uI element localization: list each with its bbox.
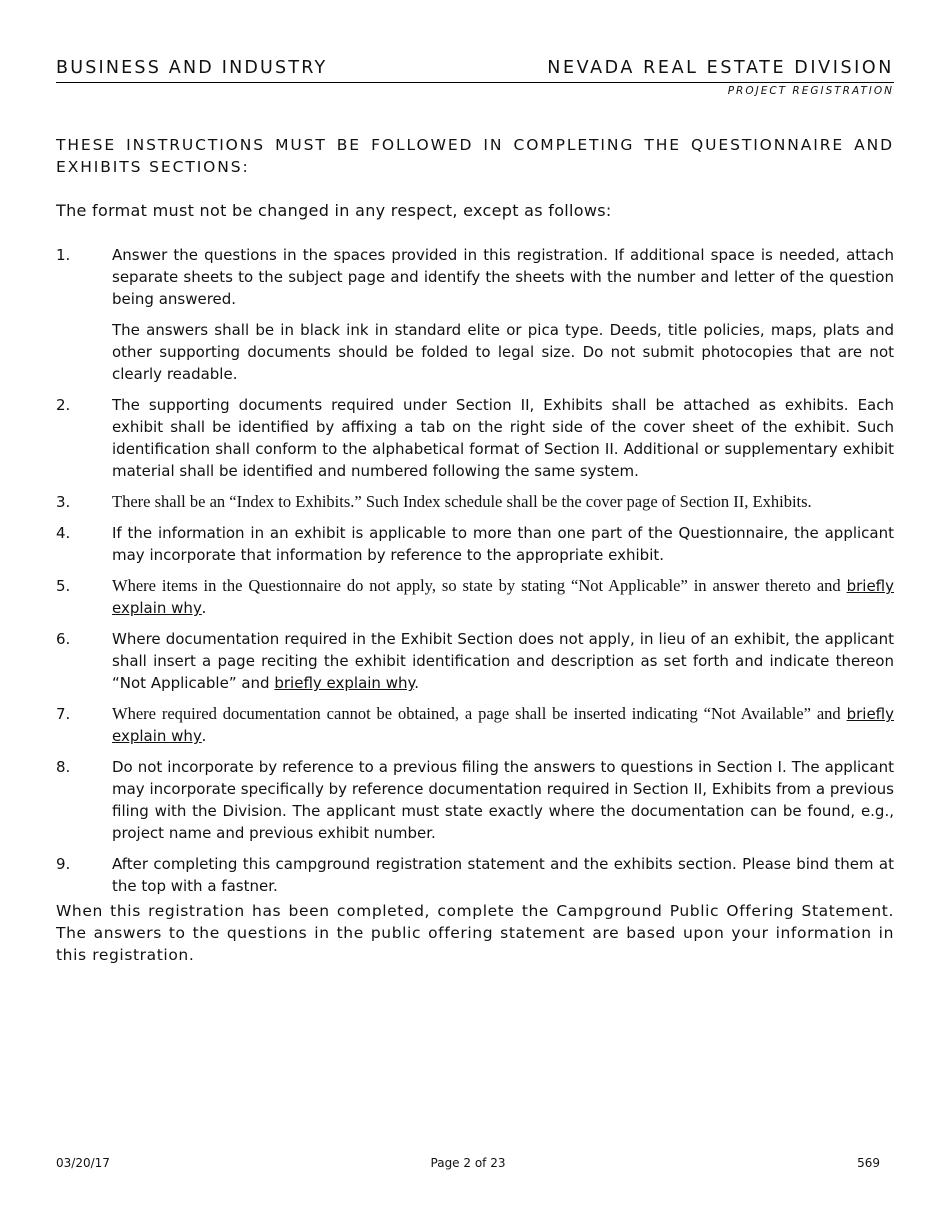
- item-text-end: .: [201, 598, 206, 617]
- item-text-main: Where items in the Questionnaire do not apply, so state by stating “Not Applicable” in answer thereto and: [112, 576, 841, 595]
- format-note: The format must not be changed in any respect, except as follows:: [56, 201, 612, 220]
- page-header: [56, 58, 894, 83]
- footer-date: 03/20/17: [56, 1156, 110, 1170]
- list-item: [56, 491, 894, 513]
- instructions-heading-line1: THESE INSTRUCTIONS MUST BE FOLLOWED IN COMPLETING THE QUESTIONNAIRE AND: [56, 136, 894, 154]
- item-text-end: .: [201, 726, 206, 745]
- item-number: 8.: [56, 758, 71, 776]
- item-number: 3.: [56, 493, 71, 511]
- underlined-emphasis: briefly explain why: [112, 577, 895, 617]
- item-text: Do not incorporate by reference to a previous filing the answers to questions in Section I. The applicant may incorporate specifically by reference documentation required in Section II, Exhibits from a previous filing with the Division. The applicant must state exactly where the documentation can be found, e.g., project name and previous exhibit number.: [112, 758, 894, 842]
- item-number: 9.: [56, 855, 71, 873]
- footer-form-number: 569: [857, 1156, 880, 1170]
- item-text-main: Where required documentation cannot be obtained, a page shall be inserted indicating “Not Available” and: [112, 704, 841, 723]
- item-text-end: .: [414, 674, 419, 692]
- list-item: [56, 756, 894, 844]
- item-text: There shall be an “Index to Exhibits.” Such Index schedule shall be the cover page of Section II, Exhibits.: [112, 492, 812, 511]
- instructions-heading-line2: EXHIBITS SECTIONS:: [56, 158, 250, 176]
- item-number: 4.: [56, 524, 71, 542]
- header-division: NEVADA REAL ESTATE DIVISION: [547, 58, 894, 78]
- list-item: [56, 628, 894, 694]
- item-number: 5.: [56, 577, 71, 595]
- list-item: [56, 244, 894, 385]
- item-text: The supporting documents required under Section II, Exhibits shall be attached as exhibits. Each exhibit shall be identified by affixing a tab on the right side of the cover sheet of the exhibit. Such identification shall conform to the alphabetical format of Section II. Additional or supplementary exhibit material shall be identified and numbered following the same system.: [112, 396, 894, 480]
- underlined-emphasis: briefly explain why: [274, 674, 415, 692]
- item-number: 6.: [56, 630, 71, 648]
- list-item: [56, 575, 894, 619]
- header-subtitle: PROJECT REGISTRATION: [727, 85, 894, 97]
- list-item: [56, 522, 894, 566]
- item-number: 2.: [56, 396, 71, 414]
- item-text: [112, 575, 894, 619]
- item-text: [112, 628, 894, 694]
- instructions-heading: [56, 134, 894, 178]
- item-text: If the information in an exhibit is applicable to more than one part of the Questionnaire, the applicant may incorporate that information by reference to the appropriate exhibit.: [112, 524, 894, 564]
- item-number: 7.: [56, 705, 71, 723]
- closing-paragraph: When this registration has been completed, complete the Campground Public Offering Statement. The answers to the questions in the public offering statement are based upon your information in this registration.: [56, 902, 894, 964]
- item-text: After completing this campground registration statement and the exhibits section. Please bind them at the top with a fastner.: [112, 855, 894, 895]
- item-text: Answer the questions in the spaces provided in this registration. If additional space is needed, attach separate sheets to the subject page and identify the sheets with the number and letter of the question being answered.: [112, 246, 894, 308]
- footer-page-number: Page 2 of 23: [430, 1156, 506, 1170]
- item-text-main: Where documentation required in the Exhibit Section does not apply, in lieu of an exhibit, the applicant shall insert a page reciting the exhibit identification and description as set forth and indicate thereon “Not Applicable” and: [112, 630, 894, 692]
- item-number: 1.: [56, 246, 71, 264]
- item-text: [112, 703, 894, 747]
- list-item: [56, 703, 894, 747]
- underlined-emphasis: briefly explain why: [112, 705, 895, 745]
- instruction-list: [56, 244, 894, 906]
- item-text: The answers shall be in black ink in standard elite or pica type. Deeds, title policies, maps, plats and other supporting documents should be folded to legal size. Do not submit photocopies that are not clearly readable.: [112, 321, 894, 383]
- header-department: BUSINESS AND INDUSTRY: [56, 58, 328, 78]
- list-item: [56, 853, 894, 897]
- list-item: [56, 394, 894, 482]
